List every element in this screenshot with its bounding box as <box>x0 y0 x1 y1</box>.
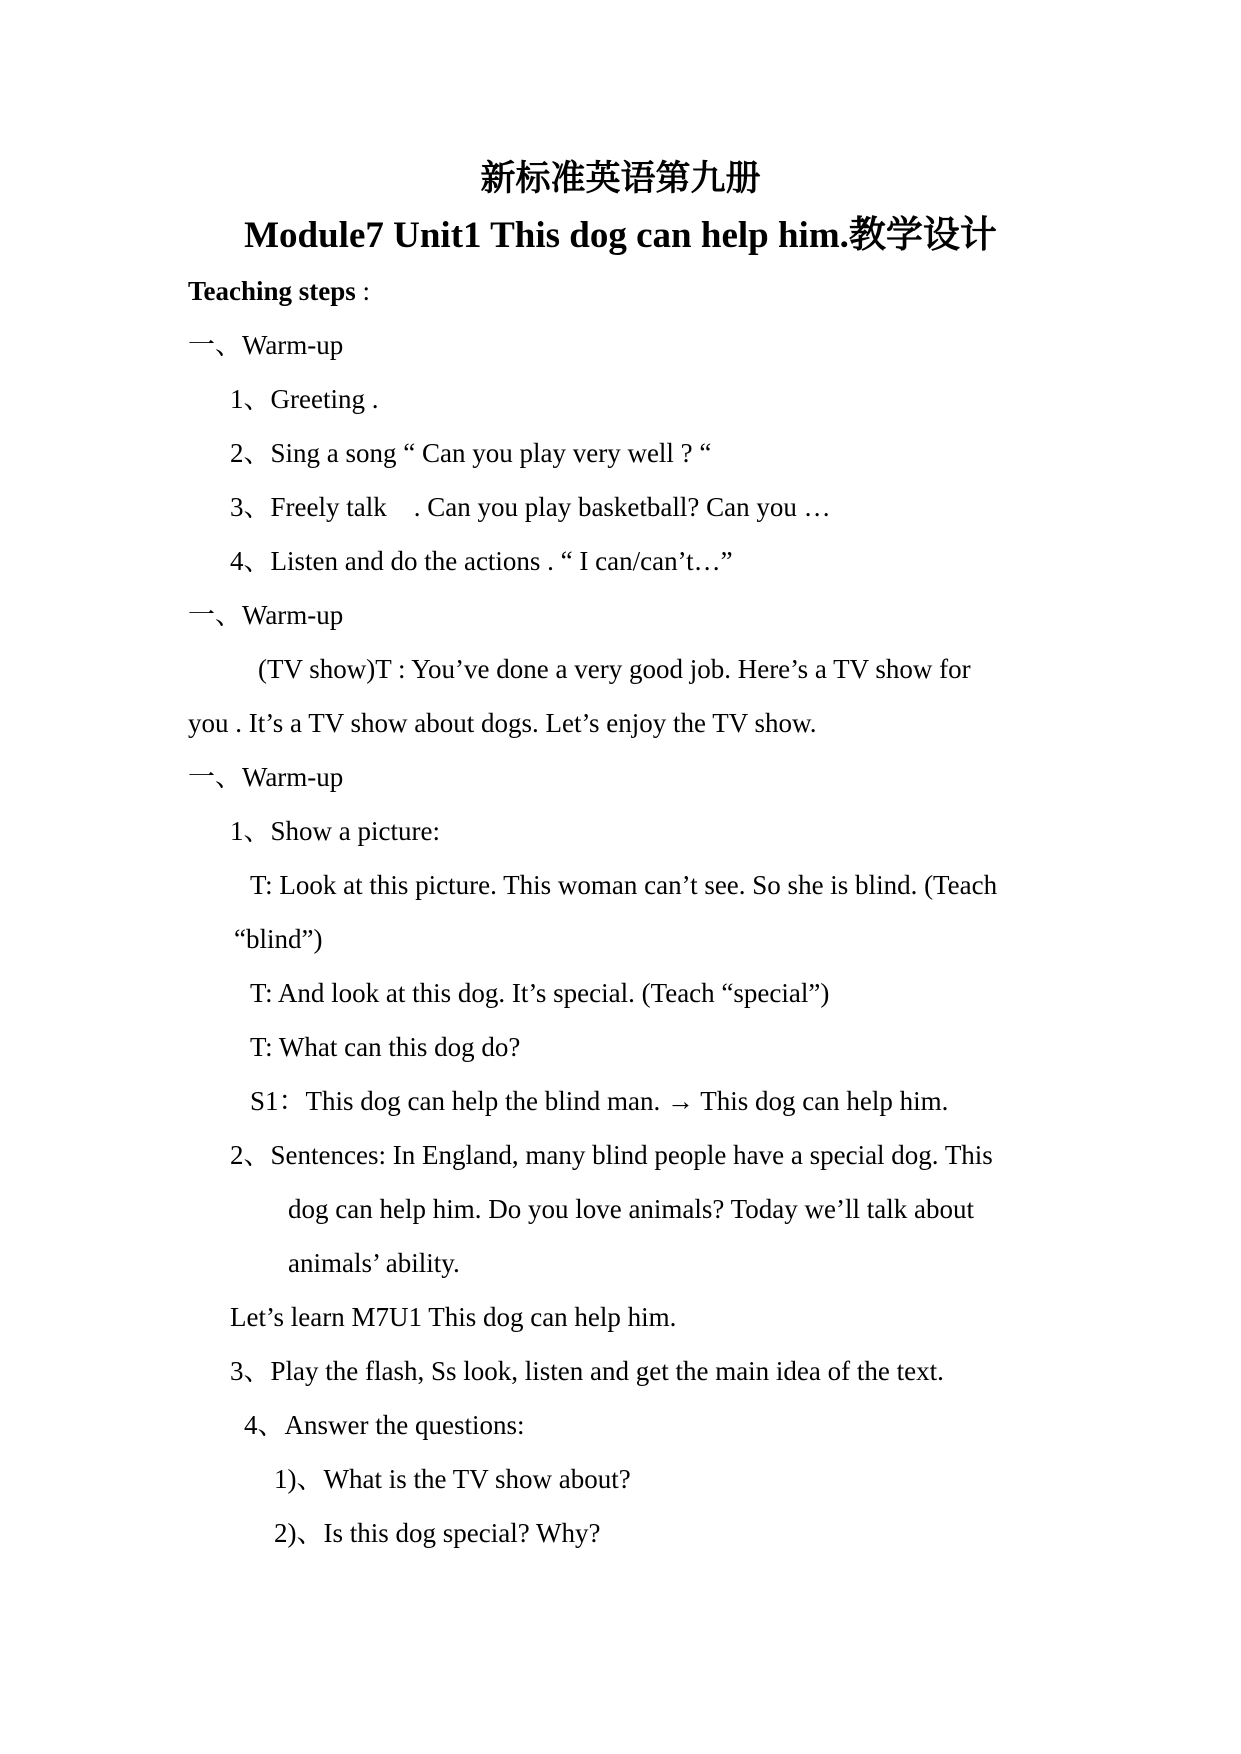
document-title-chinese: 新标准英语第九册 <box>480 159 761 198</box>
teacher-line-question: T: What can this dog do? <box>250 1032 521 1062</box>
section-heading-1: 一、Warm-up <box>188 330 344 360</box>
paragraph-tv-show-line-1: (TV show)T : You’ve done a very good job. Here’s a TV show for <box>258 654 971 684</box>
list-item-sing-song: 2、Sing a song “ Can you play very well ? “ <box>230 438 712 468</box>
paragraph-tv-show-line-2: you . It’s a TV show about dogs. Let’s enjoy the TV show. <box>188 708 817 738</box>
teacher-line-blind-1: T: Look at this picture. This woman can’t see. So she is blind. (Teach <box>250 870 998 900</box>
teaching-steps-label: Teaching steps <box>188 276 356 306</box>
list-item-listen-do: 4、Listen and do the actions . “ I can/can’t…” <box>230 546 733 576</box>
teaching-steps-heading <box>188 274 370 308</box>
list-item-answer-questions: 4、Answer the questions: <box>244 1410 525 1440</box>
teacher-line-special: T: And look at this dog. It’s special. (Teach “special”) <box>250 978 830 1008</box>
lets-learn-line: Let’s learn M7U1 This dog can help him. <box>230 1302 677 1332</box>
section-heading-3: 一、Warm-up <box>188 762 344 792</box>
teacher-line-blind-2: “blind”) <box>234 924 323 954</box>
list-item-sentences-line-1: 2、Sentences: In England, many blind people have a special dog. This <box>230 1140 993 1170</box>
teaching-steps-colon: : <box>355 276 371 306</box>
list-item-sentences-line-3: animals’ ability. <box>288 1248 460 1278</box>
question-1: 1)、What is the TV show about? <box>274 1464 631 1494</box>
list-item-sentences-line-2: dog can help him. Do you love animals? Today we’ll talk about <box>288 1194 974 1224</box>
list-item-greeting: 1、Greeting . <box>230 384 379 414</box>
document-title-english: Module7 Unit1 This dog can help him.教学设计 <box>244 215 997 256</box>
list-item-play-flash: 3、Play the flash, Ss look, listen and get the main idea of the text. <box>230 1356 944 1386</box>
list-item-freely-talk: 3、Freely talk . Can you play basketball? Can you … <box>230 492 831 522</box>
section-heading-2: 一、Warm-up <box>188 600 344 630</box>
student-line-answer: S1：This dog can help the blind man. → This dog can help him. <box>250 1086 949 1116</box>
list-item-show-picture: 1、Show a picture: <box>230 816 440 846</box>
question-2: 2)、Is this dog special? Why? <box>274 1518 601 1548</box>
